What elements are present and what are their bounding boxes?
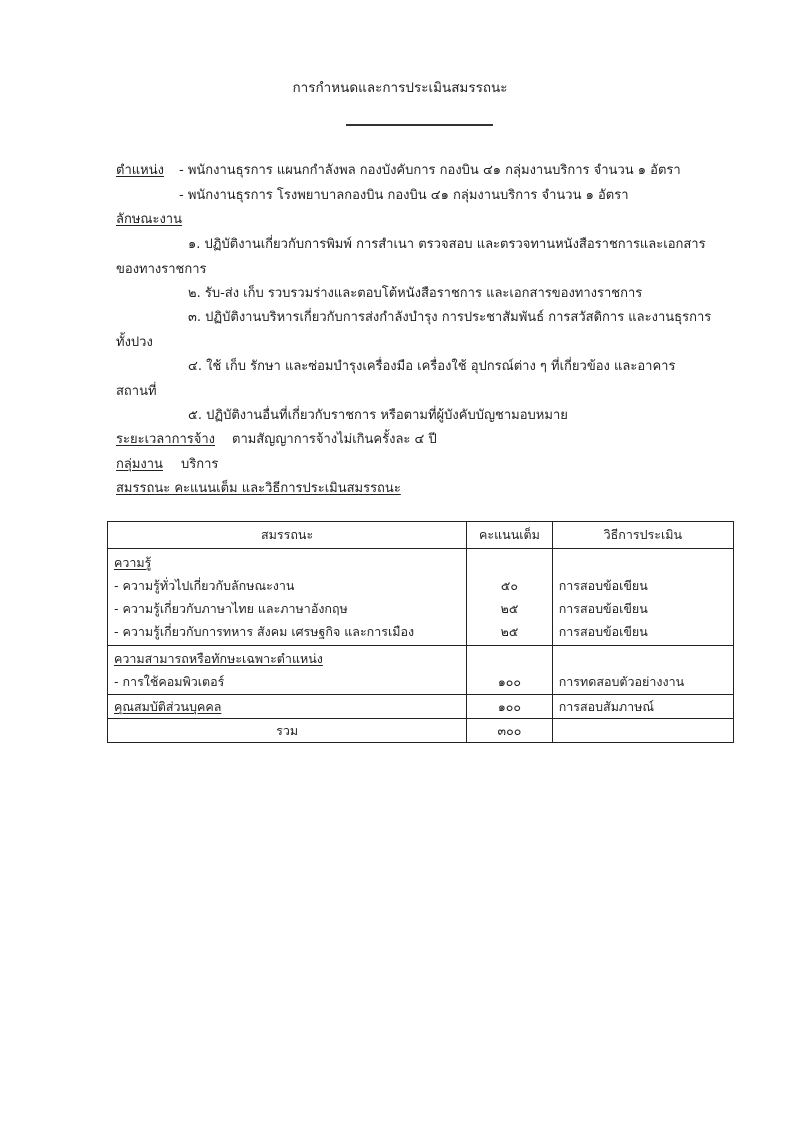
skills-method-1: การทดสอบตัวอย่างงาน — [558, 674, 685, 689]
job-item-4-cont: สถานที่ — [116, 384, 157, 399]
knowledge-method-1: การสอบข้อเขียน — [558, 578, 648, 593]
knowledge-score-1: ๕๐ — [500, 578, 518, 593]
total-score: ๓๐๐ — [497, 723, 522, 738]
section-heading-skills: ความสามารถหรือทักษะเฉพาะตำแหน่ง — [114, 651, 323, 666]
position-item-1: - พนักงานธุรการ แผนกกำลังพล กองบังคับการ กองบิน ๔๑ กลุ่มงานบริการ จำนวน ๑ อัตรา — [179, 163, 681, 178]
position-item-2: - พนักงานธุรการ โรงพยาบาลกองบิน กองบิน ๔๑ กลุ่มงานบริการ จำนวน ๑ อัตรา — [179, 188, 629, 203]
job-item-1-cont: ของทางราชการ — [116, 262, 207, 277]
knowledge-method-3: การสอบข้อเขียน — [558, 624, 648, 639]
skills-score-1: ๑๐๐ — [497, 674, 522, 689]
knowledge-item-1: - ความรู้ทั่วไปเกี่ยวกับลักษณะงาน — [114, 578, 295, 593]
total-method — [559, 719, 727, 742]
table-row-knowledge — [108, 549, 734, 646]
position-label: ตำแหน่ง — [116, 163, 164, 178]
table-row-skills — [108, 646, 734, 695]
header-full-score: คะแนนเต็ม — [467, 522, 552, 549]
knowledge-method-2: การสอบข้อเขียน — [558, 601, 648, 616]
work-group-label: กลุ่มงาน — [116, 457, 163, 472]
personal-attributes-method: การสอบสัมภาษณ์ — [558, 699, 655, 714]
competency-table — [107, 521, 734, 743]
employment-period-label: ระยะเวลาการจ้าง — [116, 432, 215, 447]
job-item-5: ๕. ปฏิบัติงานอื่นที่เกี่ยวกับราชการ หรือตามที่ผู้บังคับบัญชามอบหมาย — [188, 408, 568, 423]
personal-attributes-score: ๑๐๐ — [497, 699, 522, 714]
knowledge-item-2: - ความรู้เกี่ยวกับภาษาไทย และภาษาอังกฤษ — [114, 601, 348, 616]
knowledge-score-2: ๒๕ — [500, 601, 519, 616]
skills-item-1: - การใช้คอมพิวเตอร์ — [114, 674, 225, 689]
knowledge-score-3: ๒๕ — [500, 624, 519, 639]
table-row-total — [108, 719, 734, 743]
table-header-row — [108, 522, 734, 549]
document-title: การกำหนดและการประเมินสมรรถนะ — [292, 80, 508, 96]
table-row-personal-attributes — [108, 695, 734, 719]
job-item-1: ๑. ปฏิบัติงานเกี่ยวกับการพิมพ์ การสำเนา ตรวจสอบ และตรวจทานหนังสือราชการและเอกสาร — [188, 237, 706, 252]
header-competency: สมรรถนะ — [108, 522, 467, 549]
job-item-4: ๔. ใช้ เก็บ รักษา และซ่อมบำรุงเครื่องมือ เครื่องใช้ อุปกรณ์ต่าง ๆ ที่เกี่ยวข้อง และอาคาร — [188, 359, 676, 374]
employment-period-value: ตามสัญญาการจ้างไม่เกินครั้งละ ๔ ปี — [232, 432, 437, 447]
knowledge-item-3: - ความรู้เกี่ยวกับการทหาร สังคม เศรษฐกิจ และการเมือง — [114, 624, 415, 639]
competency-heading: สมรรถนะ คะแนนเต็ม และวิธีการประเมินสมรรถนะ — [116, 481, 401, 496]
job-item-2: ๒. รับ-ส่ง เก็บ รวบรวมร่างและตอบโต้หนังสือราชการ และเอกสารของทางราชการ — [188, 286, 643, 301]
header-assessment-method: วิธีการประเมิน — [552, 522, 733, 549]
section-heading-knowledge: ความรู้ — [114, 555, 152, 570]
job-description-label: ลักษณะงาน — [116, 212, 182, 227]
job-item-3: ๓. ปฏิบัติงานบริหารเกี่ยวกับการส่งกำลังบำรุง การประชาสัมพันธ์ การสวัสดิการ และงานธุรการ — [188, 310, 712, 325]
title-underline-rule — [346, 124, 493, 126]
work-group-value: บริการ — [181, 457, 219, 472]
job-item-3-cont: ทั้งปวง — [116, 335, 153, 350]
section-heading-personal-attributes: คุณสมบัติส่วนบุคคล — [114, 699, 222, 714]
total-label: รวม — [276, 723, 299, 738]
